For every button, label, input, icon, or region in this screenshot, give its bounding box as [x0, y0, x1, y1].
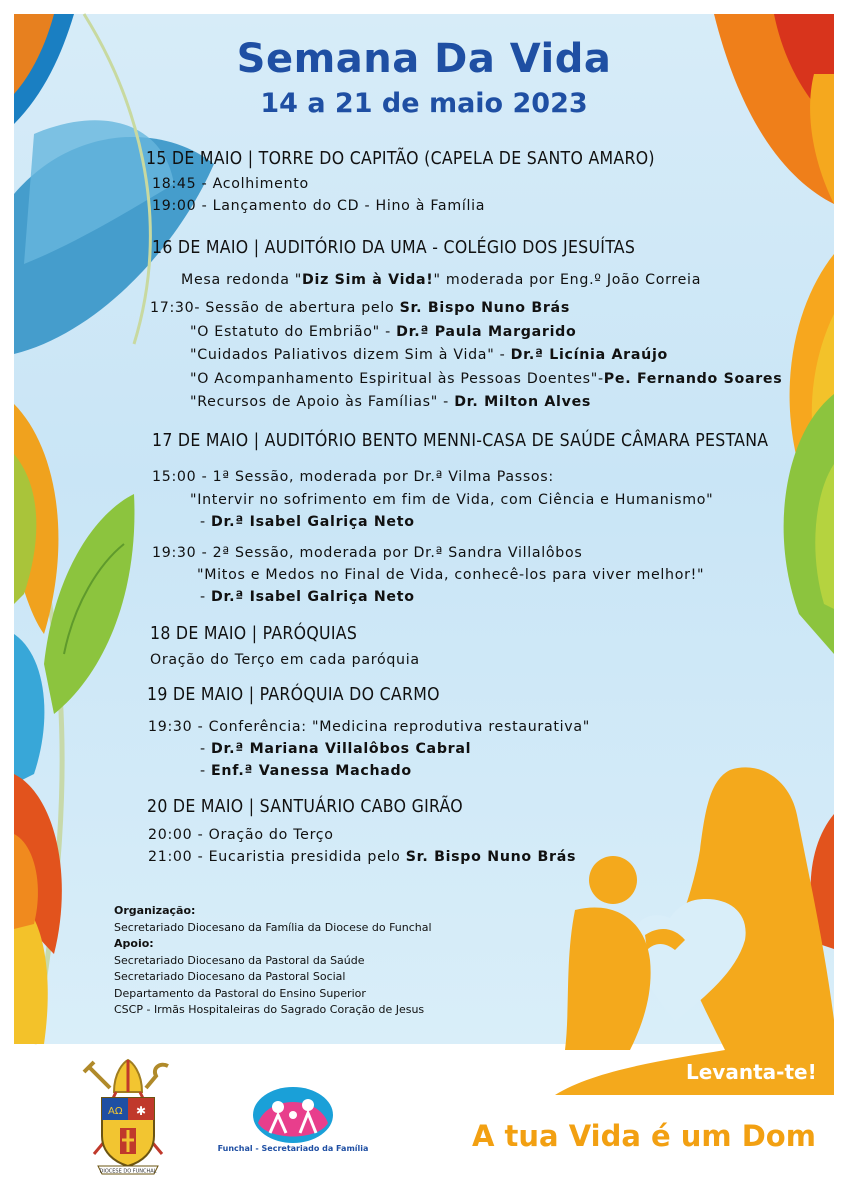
schedule-line: 18:45 - Acolhimento	[152, 176, 309, 192]
schedule-line: 19:00 - Lançamento do CD - Hino à Família	[152, 198, 486, 214]
schedule-line: "O Estatuto do Embrião" - Dr.ª Paula Margarido	[190, 324, 577, 340]
slogan-large: A tua Vida é um Dom	[472, 1119, 816, 1153]
schedule-line: "Intervir no sofrimento em fim de Vida, com Ciência e Humanismo"	[190, 492, 714, 508]
schedule-line: 21:00 - Eucaristia presidida pelo Sr. Bispo Nuno Brás	[148, 849, 577, 865]
schedule-line: Mesa redonda "Diz Sim à Vida!" moderada por Eng.º João Correia	[181, 272, 702, 288]
schedule-line: "Cuidados Paliativos dizem Sim à Vida" - Dr.ª Licínia Araújo	[190, 347, 668, 363]
support-item: Secretariado Diocesano da Pastoral Social	[114, 970, 346, 983]
schedule-line: 20:00 - Oração do Terço	[148, 827, 334, 843]
crest-text: DIOCESE DO FUNCHAL	[99, 1168, 157, 1175]
support-item: Secretariado Diocesano da Pastoral da Saúde	[114, 953, 365, 967]
family-logo-icon	[217, 1085, 369, 1155]
organization-block	[114, 903, 432, 1019]
day-heading: 15 DE MAIO | TORRE DO CAPITÃO (CAPELA DE SANTO AMARO)	[146, 149, 655, 169]
schedule-line: - Dr.ª Mariana Villalôbos Cabral	[200, 741, 472, 757]
schedule-line: "Mitos e Medos no Final de Vida, conhecê-los para viver melhor!"	[197, 567, 705, 583]
day-heading: 16 DE MAIO | AUDITÓRIO DA UMA - COLÉGIO DOS JESUÍTAS	[152, 238, 636, 258]
support-item: Departamento da Pastoral do Ensino Superior	[114, 986, 366, 1000]
schedule-line: 19:30 - 2ª Sessão, moderada por Dr.ª Sandra Villalôbos	[152, 545, 583, 561]
schedule-line: - Dr.ª Isabel Galriça Neto	[200, 589, 415, 605]
svg-text:✱: ✱	[136, 1104, 147, 1118]
mother-child-figure-icon	[535, 760, 835, 1100]
diocese-crest-icon	[80, 1058, 176, 1178]
schedule-line: 15:00 - 1ª Sessão, moderada por Dr.ª Vilma Passos:	[152, 469, 554, 485]
day-heading: 18 DE MAIO | PARÓQUIAS	[150, 624, 358, 644]
schedule-line: 17:30- Sessão de abertura pelo Sr. Bispo Nuno Brás	[150, 300, 570, 316]
event-title: Semana Da Vida	[236, 36, 612, 82]
event-dates: 14 a 21 de maio 2023	[260, 88, 588, 119]
crest-letters: ΑΩ	[108, 1106, 123, 1117]
schedule-line: - Dr.ª Isabel Galriça Neto	[200, 514, 415, 530]
support-label: Apoio:	[114, 937, 154, 950]
schedule-line: "Recursos de Apoio às Famílias" - Dr. Milton Alves	[190, 394, 592, 410]
slogan-small: Levanta-te!	[686, 1060, 817, 1084]
support-item: CSCP - Irmãs Hospitaleiras do Sagrado Coração de Jesus	[114, 1003, 425, 1016]
organization-item: Secretariado Diocesano da Família da Diocese do Funchal	[114, 920, 432, 934]
schedule-line: Oração do Terço em cada paróquia	[150, 652, 420, 668]
day-heading: 17 DE MAIO | AUDITÓRIO BENTO MENNI-CASA DE SAÚDE CÂMARA PESTANA	[152, 431, 769, 451]
schedule-line: "O Acompanhamento Espiritual às Pessoas Doentes"-Pe. Fernando Soares	[190, 371, 783, 387]
family-logo-text: Funchal - Secretariado da Família	[217, 1144, 369, 1153]
schedule-line: 19:30 - Conferência: "Medicina reprodutiva restaurativa"	[148, 719, 590, 735]
day-heading: 20 DE MAIO | SANTUÁRIO CABO GIRÃO	[147, 797, 463, 817]
day-heading: 19 DE MAIO | PARÓQUIA DO CARMO	[147, 685, 440, 705]
organization-label: Organização:	[114, 904, 196, 917]
schedule-line: - Enf.ª Vanessa Machado	[200, 763, 412, 779]
